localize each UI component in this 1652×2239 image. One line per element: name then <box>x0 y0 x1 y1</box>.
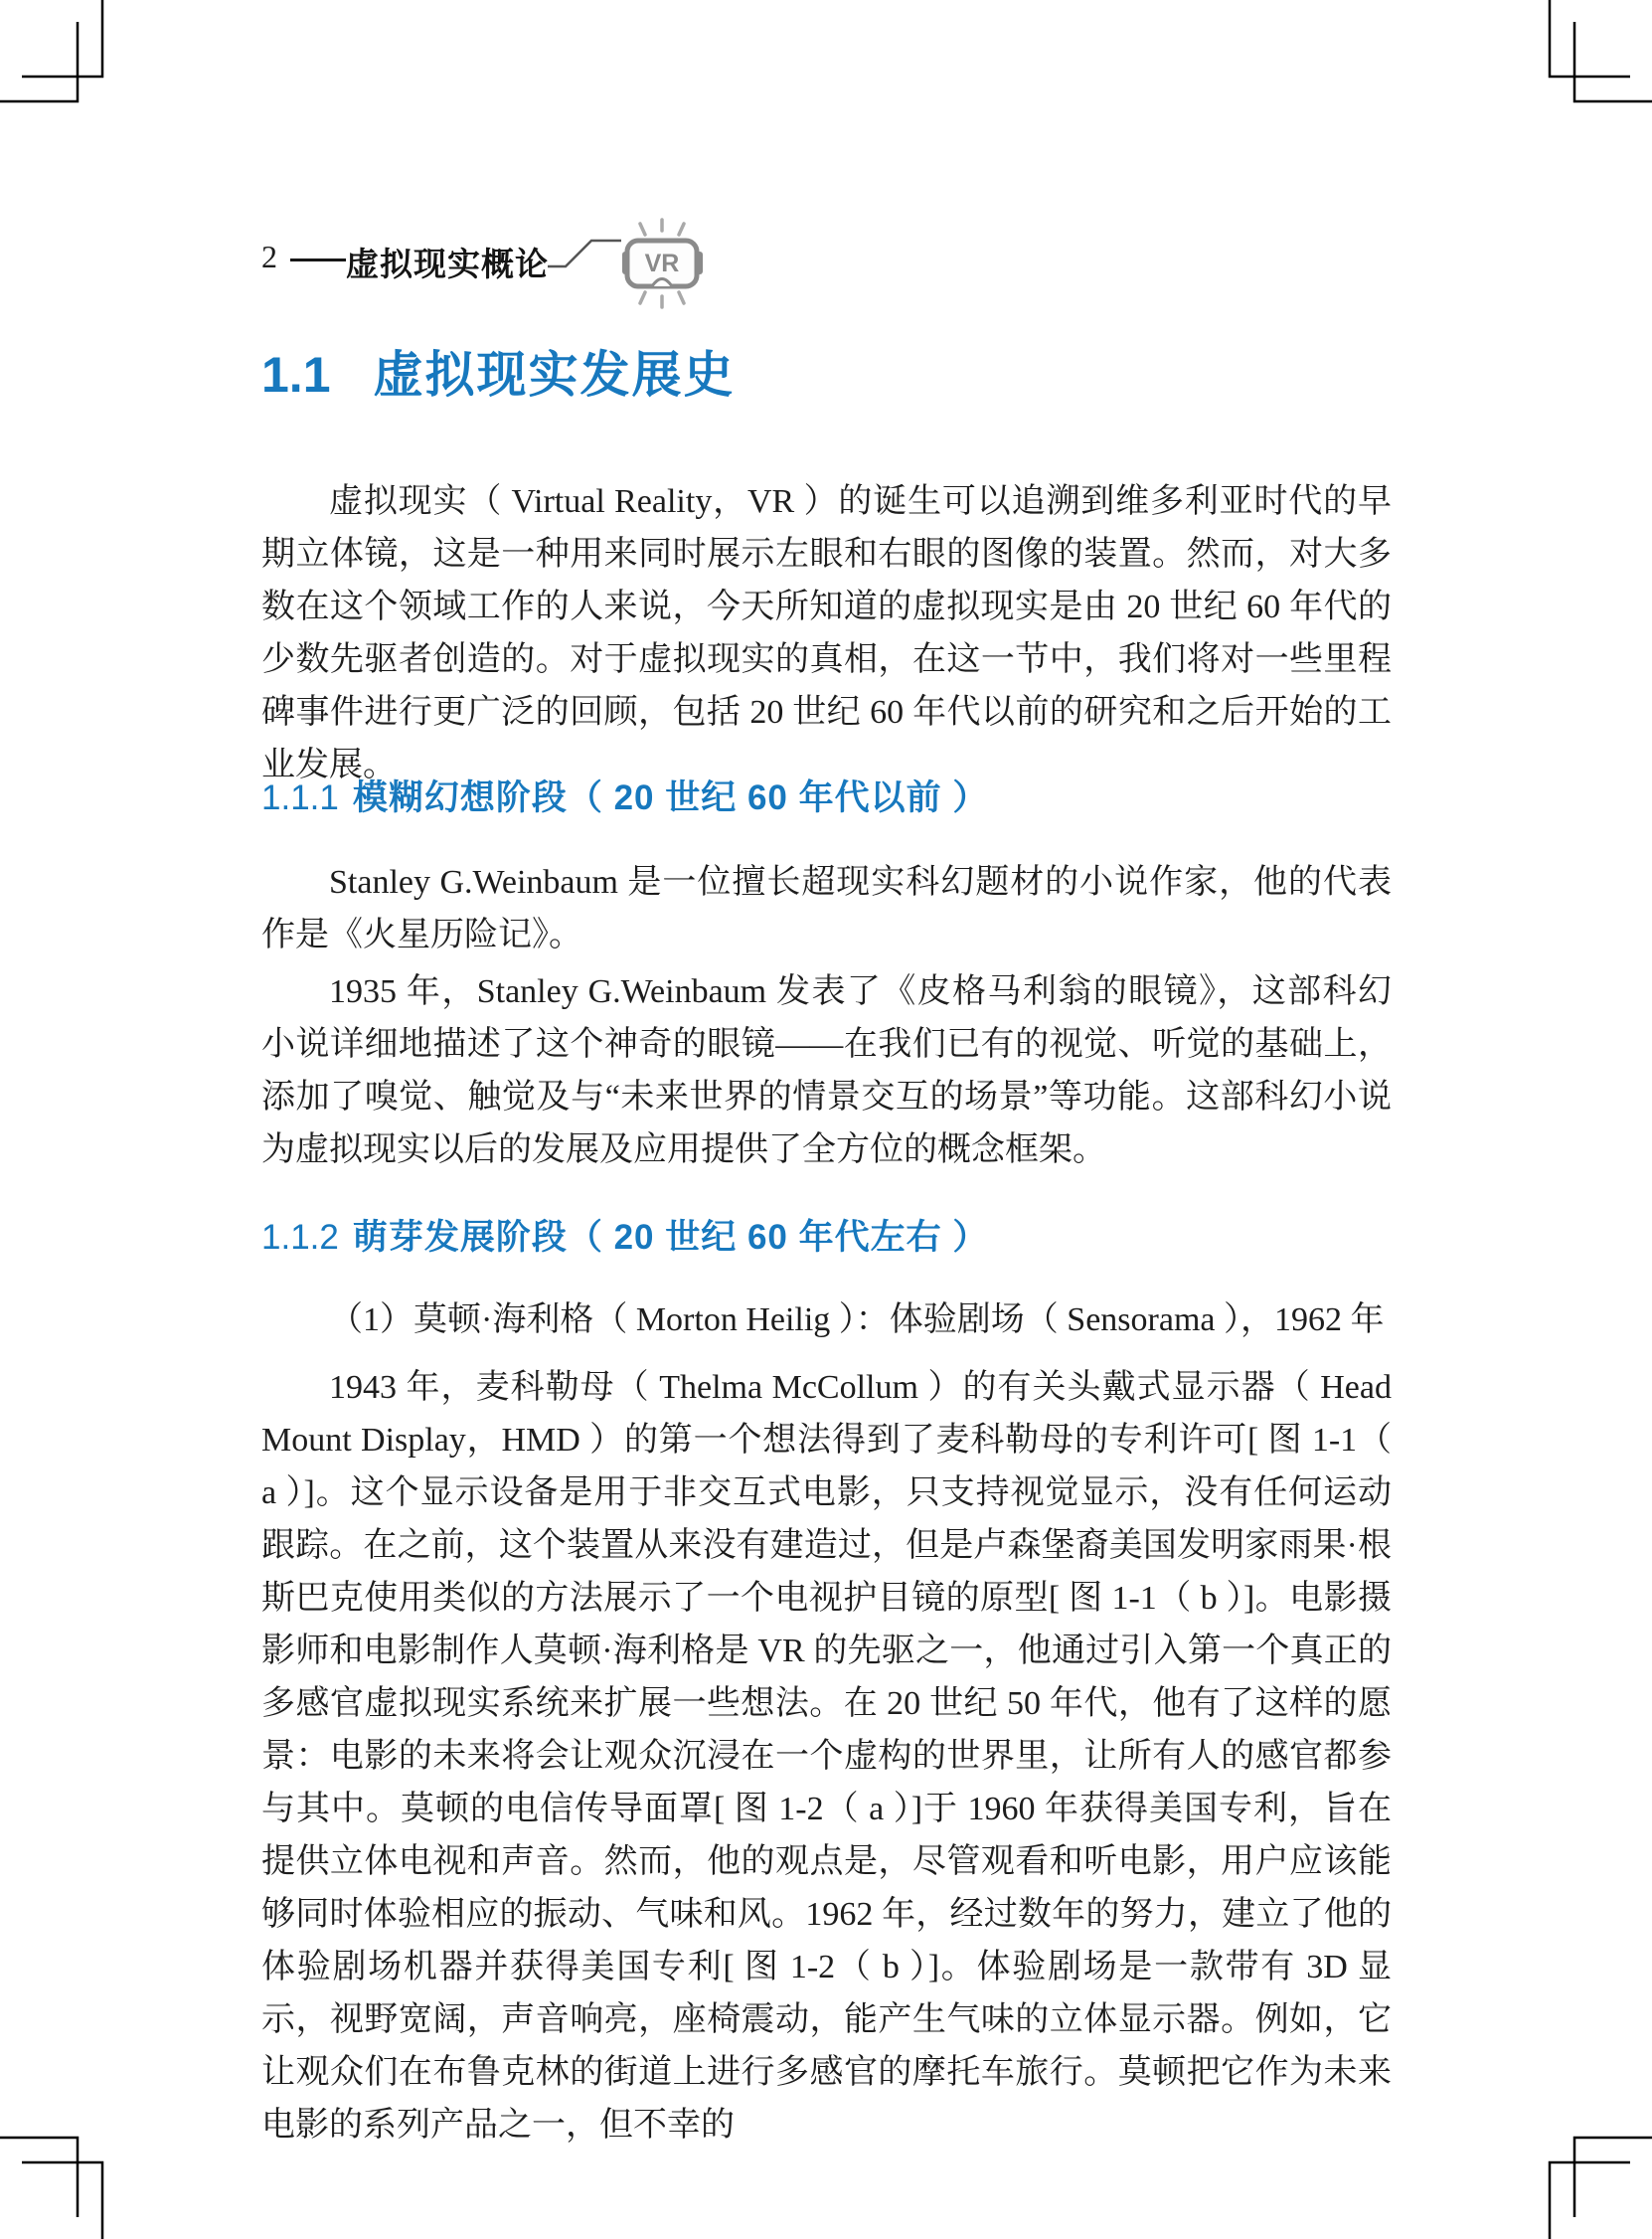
paragraph-heilig-sensorama-item: （1）莫顿·海利格（ Morton Heilig ）：体验剧场（ Sensorama ），1962 年 <box>329 1301 1385 1338</box>
page-number: 2 <box>261 239 277 274</box>
sparkle-rays-bottom <box>640 292 684 307</box>
sparkle-rays-top <box>640 220 684 235</box>
subsection-title: 模糊幻想阶段（ 20 世纪 60 年代以前 ） <box>352 778 989 817</box>
subsection-heading-1-1-1 <box>261 775 1392 821</box>
subsection-number: 1.1.2 <box>261 1218 339 1257</box>
vr-logo-text: VR <box>644 250 680 277</box>
header-rule <box>290 258 346 261</box>
vr-goggles-icon <box>540 211 711 322</box>
section-heading <box>261 346 1392 404</box>
subsection-heading-1-1-2 <box>261 1215 1392 1261</box>
paragraph-hmd-history: 1943 年，麦科勒母（ Thelma McCollum ）的有关头戴式显示器（ Head Mount Display，HMD ）的第一个想法得到了麦科勒母的专利许可[ 图 1-1（ a ）]。这个显示设备是用于非交互式电影，只支持视觉显示，没有任何运动跟踪。在之前，这个装置从来没有建造过，但是卢森堡裔美国发明家雨果·根斯巴克使用类似的方法展示了一个电视护目镜的原型[ 图 1-1（ b ）]。电影摄影师和电影制作人莫顿·海利格是 VR 的先驱之一，他通过引入第一个真正的多感官虚拟现实系统来扩展一些想法。在 20 世纪 50 年代，他有了这样的愿景：电影的未来将会让观众沉浸在一个虚构的世界里，让所有人的感官都参与其中。莫顿的电信传导面罩[ 图 1-2（ a ）]于 1960 年获得美国专利，旨在提供立体电视和声音。然而，他的观点是，尽管观看和听电影，用户应该能够同时体验相应的振动、气味和风。1962 年，经过数年的努力，建立了他的体验剧场机器并获得美国专利[ 图 1-2（ b ）]。体验剧场是一款带有 3D 显示，视野宽阔，声音响亮，座椅震动，能产生气味的立体显示器。例如，它让观众们在布鲁克林的街道上进行多感官的摩托车旅行。莫顿把它作为未来电影的系列产品之一，但不幸的 <box>261 1369 1392 2144</box>
subsection-title: 萌芽发展阶段（ 20 世纪 60 年代左右 ） <box>352 1218 989 1257</box>
book-title: 虚拟现实概论 <box>346 246 549 282</box>
section-title: 虚拟现实发展史 <box>373 347 736 403</box>
paragraph-weinbaum: Stanley G.Weinbaum 是一位擅长超现实科幻题材的小说作家，他的代表作是《火星历险记》。 <box>261 864 1392 953</box>
intro-paragraph: 虚拟现实（ Virtual Reality，VR ）的诞生可以追溯到维多利亚时代的早期立体镜，这是一种用来同时展示左眼和右眼的图像的装置。然而，对大多数在这个领域工作的人来说，今天所知道的虚拟现实是由 20 世纪 60 年代的少数先驱者创造的。对于虚拟现实的真相，在这一节中，我们将对一些里程碑事件进行更广泛的回顾，包括 20 世纪 60 年代以前的研究和之后开始的工业发展。 <box>261 483 1392 783</box>
paragraph-1935-novel: 1935 年，Stanley G.Weinbaum 发表了《皮格马利翁的眼镜》，这部科幻小说详细地描述了这个神奇的眼镜——在我们已有的视觉、听觉的基础上，添加了嗅觉、触觉及与“未来世界的情景交互的场景”等功能。这部科幻小说为虚拟现实以后的发展及应用提供了全方位的概念框架。 <box>261 973 1392 1168</box>
header-connector-line <box>548 241 621 266</box>
section-number: 1.1 <box>261 347 331 403</box>
subsection-number: 1.1.1 <box>261 778 339 817</box>
